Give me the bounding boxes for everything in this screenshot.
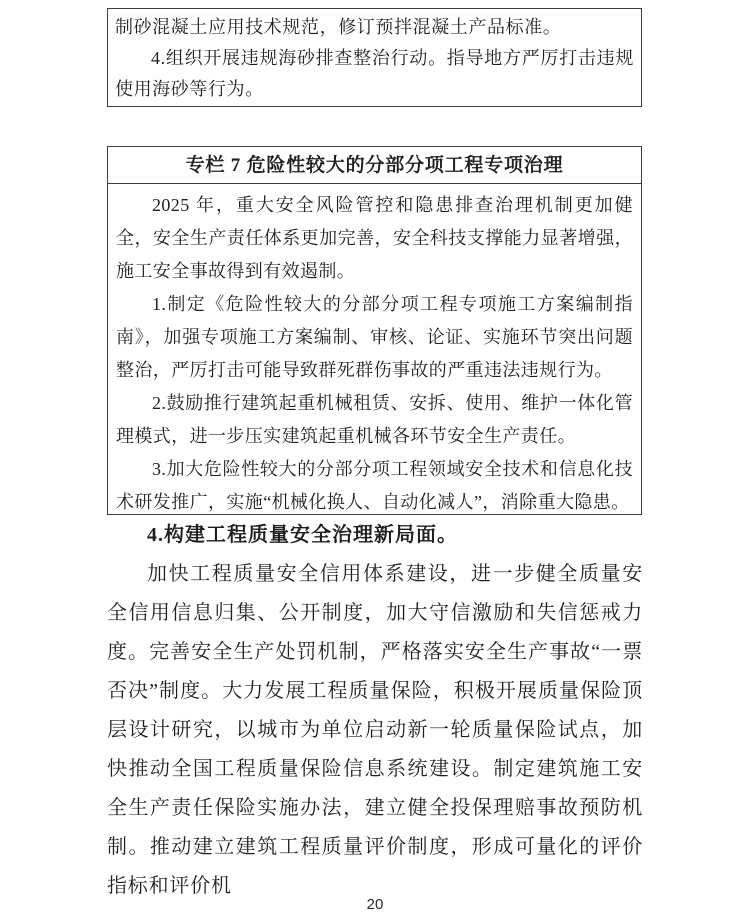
body-paragraph: 加快工程质量安全信用体系建设，进一步健全质量安全信用信息归集、公开制度，加大守信激励和失信惩戒力度。完善安全生产处罚机制，严格落实安全生产事故“一票否决”制度。大力发展工程质量保险，积极开展质量保险顶层设计研究，以城市为单位启动新一轮质量保险试点，加快推动全国工程质量保险信息系统建设。制定建筑施工安全生产责任保险实施办法，建立健全投保理赔事故预防机制。推动建立建筑工程质量评价制度，形成可量化的评价指标和评价机 — [107, 563, 643, 897]
column-box-7 — [107, 146, 642, 515]
column-box-continued — [107, 8, 642, 107]
section-heading: 4.构建工程质量安全治理新局面。 — [147, 524, 458, 546]
page-number: 20 — [366, 896, 384, 913]
box2-paragraph: 1.制定《危险性较大的分部分项工程专项施工方案编制指南》，加强专项施工方案编制、审核、论证、实施环节突出问题整治，严厉打击可能导致群死群伤事故的严重违法违规行为。 — [116, 294, 633, 380]
box2-paragraph: 2025 年，重大安全风险管控和隐患排查治理机制更加健全，安全生产责任体系更加完善，安全科技支撑能力显著增强，施工安全事故得到有效遏制。 — [116, 195, 633, 281]
box1-paragraph: 制砂混凝土应用技术规范，修订预拌混凝土产品标准。 — [115, 17, 562, 37]
column-box-body — [108, 184, 641, 519]
column-box-title: 专栏 7 危险性较大的分部分项工程专项治理 — [108, 147, 641, 184]
box2-paragraph: 2.鼓励推行建筑起重机械租赁、安拆、使用、维护一体化管理模式，进一步压实建筑起重机械各环节安全生产责任。 — [116, 393, 633, 446]
box1-paragraph: 4.组织开展违规海砂排查整治行动。指导地方严厉打击违规使用海砂等行为。 — [115, 48, 634, 99]
box2-paragraph: 3.加大危险性较大的分部分项工程领域安全技术和信息化技术研发推广，实施“机械化换人、自动化减人”，消除重大隐患。 — [116, 459, 633, 512]
main-text — [107, 516, 643, 906]
